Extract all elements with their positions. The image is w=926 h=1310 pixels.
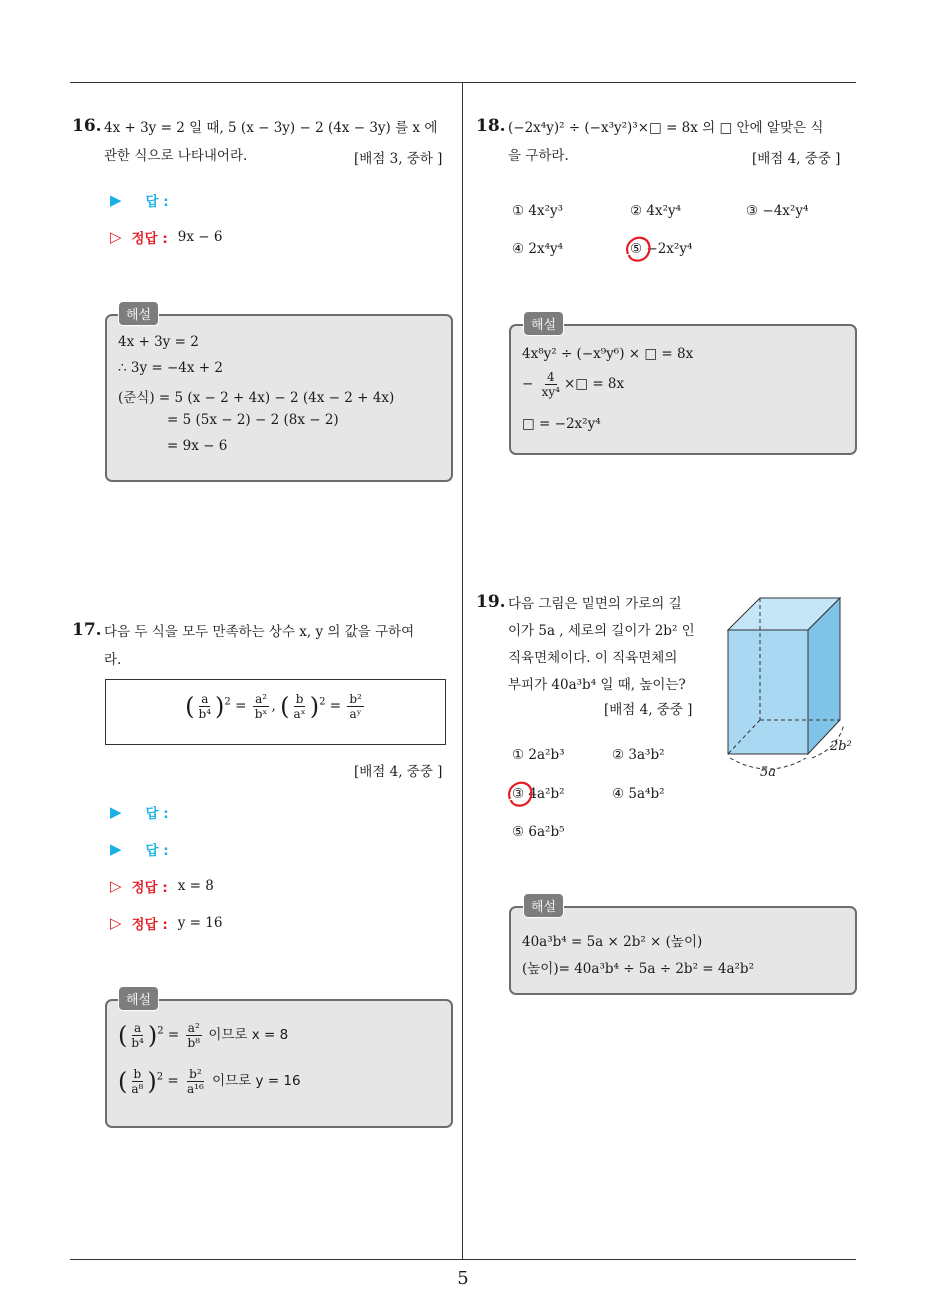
q18-choice-4[interactable]: ④ 2x⁴y⁴ [512,241,564,257]
q16-explain-line: ∴ 3y = −4x + 2 [118,360,223,376]
q19-explain-line: (높이)= 40a³b⁴ ÷ 5a ÷ 2b² = 4a²b² [522,961,754,977]
q17-answer-row-1 [110,802,169,822]
q18-stem-line1: (−2x⁴y)² ÷ (−x³y²)³×□ = 8x 의 □ 안에 알맞은 식 [508,120,824,136]
q18-explain-line-2: − $\frac{4}{\text{xy⁴}}$ ×□ = 8x [522,370,625,399]
q19-stem-line: 부피가 40a³b⁴ 일 때, 높이는? [508,677,686,693]
q17-correct-row-2 [110,913,222,933]
q18-choice-1[interactable]: ① 4x²y³ [512,203,564,219]
outline-arrow-icon: ▷ [110,228,122,246]
q19-explain-tag: 해설 [523,893,564,918]
q16-explain-line: (준식) = 5 (x − 2 + 4x) − 2 (4x − 2 + 4x) [118,390,395,406]
q17-correct-value: x = 8 [177,878,214,894]
q18-explain-line-2-rest: ×□ = 8x [563,376,625,392]
q19-correct-mark-icon [504,779,536,809]
q16-correct-label: 정답 : [131,231,168,247]
play-arrow-icon: ▶ [110,803,122,821]
q19-label-width: 5a [760,765,777,780]
q19-explain-line: 40a³b⁴ = 5a × 2b² × (높이) [522,934,703,950]
q18-choice-2[interactable]: ② 4x²y⁴ [630,203,682,219]
q17-number: 17. [72,620,102,640]
q18-correct-mark-icon [622,234,654,264]
q17-explain-tag: 해설 [118,986,159,1011]
q17-explain-line-1: ( $\frac{a}{\text{b⁴}}$ )$^2$ = $\frac{\text{a²}}{\text{b⁸}}$ 이므로 x = 8 [118,1021,289,1050]
play-arrow-icon: ▶ [110,840,122,858]
q19-stem-line: 다음 그림은 밑면의 가로의 길 [508,596,682,612]
q18-explain-line: 4x⁸y² ÷ (−x⁹y⁶) × □ = 8x [522,346,694,362]
outline-arrow-icon: ▷ [110,914,122,932]
q17-stem-line1: 다음 두 식을 모두 만족하는 상수 x, y 의 값을 구하여 [104,624,415,640]
q19-choice-3[interactable]: ③ 4a²b² [512,786,565,802]
q18-choice-3[interactable]: ③ −4x²y⁴ [746,203,809,219]
q17-explain-suffix: 이므로 x = 8 [208,1027,289,1043]
q19-prism-figure [720,592,860,782]
q17-meta: [배점 4, 중중 ] [354,764,443,780]
q16-answer-row [110,190,169,210]
q17-correct-row-1 [110,876,214,896]
top-rule [70,82,856,83]
q17-correct-label: 정답 : [131,917,168,933]
q18-explain-line: □ = −2x²y⁴ [522,416,601,432]
q18-choice-5[interactable]: ⑤ −2x²y⁴ [630,241,693,257]
q16-number: 16. [72,116,102,136]
q16-explain-tag: 해설 [118,301,159,326]
q19-choice-2[interactable]: ② 3a³b² [612,747,665,763]
q16-meta: [배점 3, 중하 ] [354,151,443,167]
q19-label-depth: 2b² [830,739,852,754]
q16-stem-line2: 관한 식으로 나타내어라. [104,148,248,164]
q16-explain-line: = 5 (5x − 2) − 2 (8x − 2) [167,412,339,428]
outline-arrow-icon: ▷ [110,877,122,895]
q16-explain-line: 4x + 3y = 2 [118,334,199,350]
q19-choice-1[interactable]: ① 2a²b³ [512,747,565,763]
q16-correct-value: 9x − 6 [177,229,223,245]
q17-answer-label: 답 : [145,843,169,859]
q18-meta: [배점 4, 중중 ] [752,151,841,167]
q16-stem-line1: 4x + 3y = 2 일 때, 5 (x − 3y) − 2 (4x − 3y) 를 x 에 [104,120,438,136]
q17-stem-line2: 라. [104,652,122,668]
q17-explain-line-2: ( $\frac{b}{\text{a⁸}}$ )$^2$ = $\frac{\text{b²}}{\text{a¹⁶}}$ 이므로 y = 16 [118,1067,301,1096]
q17-condition-box [105,679,446,745]
q17-explain-box [105,999,453,1128]
q18-explain-box [509,324,857,455]
q17-correct-label: 정답 : [131,880,168,896]
q19-number: 19. [476,592,506,612]
page-number: 5 [457,1268,469,1289]
q19-explain-box [509,906,857,995]
q17-explain-suffix: 이므로 y = 16 [212,1073,301,1089]
q18-number: 18. [476,116,506,136]
q16-explain-box [105,314,453,482]
q16-answer-label: 답 : [145,194,169,210]
q17-answer-row-2 [110,839,169,859]
play-arrow-icon: ▶ [110,191,122,209]
q16-explain-line: = 9x − 6 [167,438,228,454]
bottom-rule [70,1259,856,1260]
q19-choice-5[interactable]: ⑤ 6a²b⁵ [512,824,565,840]
q19-stem-line: 직육면체이다. 이 직육면체의 [508,650,678,666]
q19-choice-4[interactable]: ④ 5a⁴b² [612,786,665,802]
q19-stem-line: 이가 5a , 세로의 길이가 2b² 인 [508,623,695,639]
q17-answer-label: 답 : [145,806,169,822]
q17-condition-equation: ( $\frac{a}{\text{b⁴}}$ )$^2$ = $\frac{\text{a²}}{\text{bˣ}}$ , ( $\frac{b}{\text{aˣ}}$ )$^2$ = $\frac{\text{b²}}{\text{aʸ}}$ [185,692,362,721]
q17-correct-value: y = 16 [177,915,223,931]
q19-meta: [배점 4, 중중 ] [604,702,693,718]
q18-explain-tag: 해설 [523,311,564,336]
q18-stem-line2: 을 구하라. [508,148,569,164]
q16-correct-row [110,227,222,247]
column-divider [462,82,463,1259]
